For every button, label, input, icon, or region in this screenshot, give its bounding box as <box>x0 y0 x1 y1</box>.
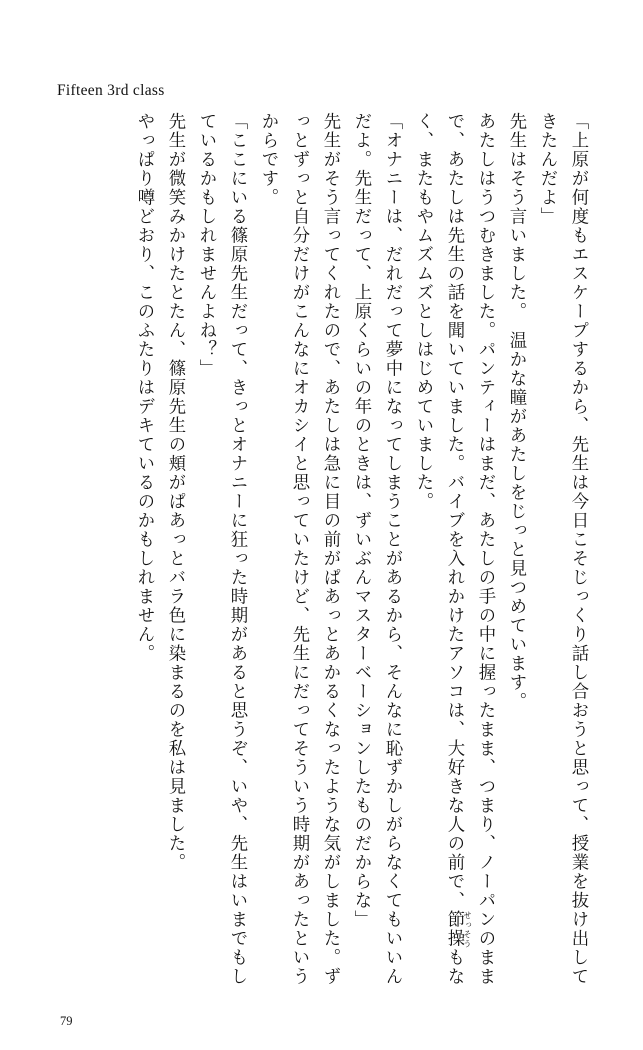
page-number: 79 <box>60 1014 73 1028</box>
paragraph: 先生がそう言ってくれたので、あたしは急に目の前がぱあっとあかるくなったような気がしました。ずっとずっと自分だけがこんなにオカシイと思っていたけど、先生にだってそういう時期があったというからです。 <box>258 112 340 986</box>
paragraph: 「ここにいる篠原先生だって、きっとオナニーに狂った時期があると思うぞ、いや、先生はいまでもしているかもしれませんよね？」 <box>196 112 247 986</box>
ruby-annotation: 節操 せっそう <box>444 910 473 948</box>
page-header: Fifteen 3rd class <box>57 82 165 99</box>
paragraph: 「オナニーは、だれだって夢中になってしまうことがあるから、そんなに恥ずかしがらなくてもいいんだよ。先生だって、上原くらいの年のときは、ずいぶんマスターベーションしたものだからな」 <box>351 112 402 986</box>
paragraph: 「上原が何度もエスケープするから、先生は今日こそじっくり話し合おうと思って、授業を抜け出してきたんだよ」 <box>537 112 588 986</box>
paragraph: 先生が微笑みかけたとたん、篠原先生の頬がぱあっとバラ色に染まるのを私は見ました。 <box>165 112 185 872</box>
body-text <box>48 112 593 992</box>
paragraph: 先生はそう言いました。 温かな瞳があたしをじっと見つめています。 <box>506 112 526 712</box>
paragraph: やっぱり噂どおり、このふたりはデキているのかもしれません。 <box>134 112 154 663</box>
paragraph: あたしはうつむきました。パンティーはまだ、あたしの手の中に握ったまま、つまり、ノーパンのままで、あたしは先生の話を聞いていました。バイブを入れかけたアソコは、大好きな人の前で、節操 せっそうもなく、またもやムズムズとしはじめていました。 <box>413 112 495 986</box>
